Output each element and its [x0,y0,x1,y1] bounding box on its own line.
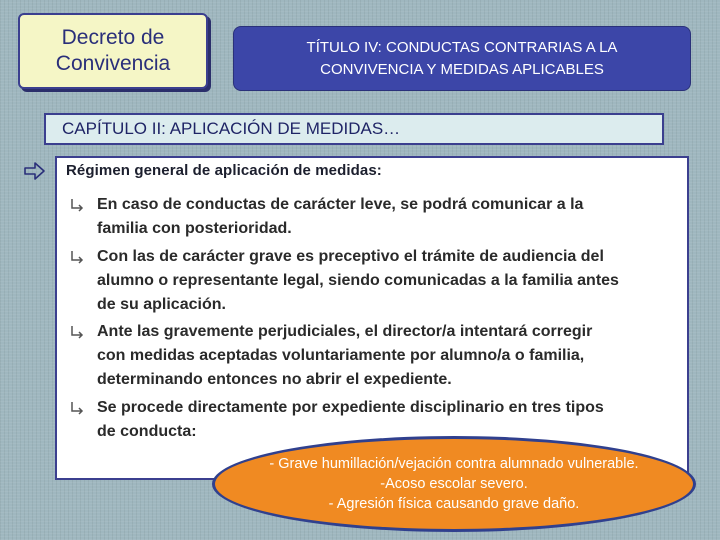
curved-arrow-icon [69,197,87,215]
item-line: de conducta: [97,423,197,440]
title-banner [233,26,691,91]
item-line: determinando entonces no abrir el expediente. [97,371,452,388]
section-heading: Régimen general de aplicación de medidas: [66,162,382,179]
chapter-heading: CAPÍTULO II: APLICACIÓN DE MEDIDAS… [44,113,664,145]
title-line1: TÍTULO IV: CONDUCTAS CONTRARIAS A LA [306,38,618,56]
item-line: Ante las gravemente perjudiciales, el director/a intentará corregir [97,323,593,340]
conduct-type: -Acoso escolar severo. [380,476,528,492]
item-line: con medidas aceptadas voluntariamente por alumno/a o familia, [97,347,585,364]
document-label [18,13,208,89]
document-label-line1: Decreto de [61,26,165,49]
curved-arrow-icon [69,324,87,342]
item-line: Se procede directamente por expediente disciplinario en tres tipos [97,399,604,416]
arrow-bullet-icon [22,158,48,184]
item-line: Con las de carácter grave es preceptivo el trámite de audiencia del [97,248,604,265]
curved-arrow-icon [69,249,87,267]
conduct-type: - Grave humillación/vejación contra alumnado vulnerable. [269,456,639,472]
item-line: familia con posterioridad. [97,220,292,237]
item-line: alumno o representante legal, siendo comunicadas a la familia antes [97,272,619,289]
item-line: En caso de conductas de carácter leve, se podrá comunicar a la [97,196,584,213]
conduct-type: - Agresión física causando grave daño. [328,496,580,512]
title-line2: CONVIVENCIA Y MEDIDAS APLICABLES [320,60,604,78]
document-label-line2: Convivencia [55,52,171,75]
conduct-types-callout [212,436,696,532]
item-line: de su aplicación. [97,296,226,313]
curved-arrow-icon [69,400,87,418]
